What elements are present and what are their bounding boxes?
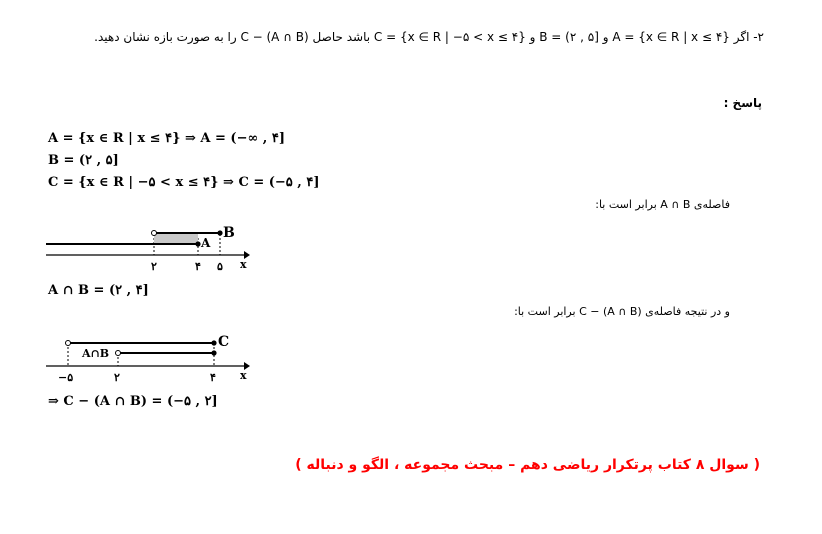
- axis-label-x: x: [240, 258, 247, 271]
- closed-endpoint-4: [195, 241, 200, 246]
- intersection-shade: [154, 234, 198, 244]
- closed-endpoint-4-bottom: [211, 350, 216, 355]
- difference-interval-caption: و در نتیجه فاصله‌ی (C − (A ∩ B برابر است با:: [514, 305, 730, 318]
- answer-label: پاسخ :: [723, 96, 762, 110]
- number-line-intersection: [44, 222, 254, 272]
- closed-endpoint-4-top: [211, 340, 216, 345]
- label-c: C: [218, 334, 230, 350]
- tick-5: ۵: [217, 260, 223, 272]
- tick-2: ۲: [114, 371, 120, 383]
- open-endpoint-2: [152, 231, 157, 236]
- source-note: ( سوال ۸ کتاب پرتکرار ریاضی دهم – مبحث مجموعه ، الگو و دنباله ): [295, 457, 760, 473]
- tick-2: ۲: [151, 260, 157, 272]
- tick-4: ۴: [195, 260, 201, 272]
- intersection-result: A ∩ B = (۲ , ۴]: [48, 283, 149, 298]
- open-endpoint-neg5: [66, 341, 71, 346]
- axis-label-x: x: [240, 369, 247, 382]
- label-b: B: [223, 225, 235, 241]
- closed-endpoint-5: [217, 230, 222, 235]
- definition-c: C = {x ∈ R | −۵ < x ≤ ۴} ⇒ C = (−۵ , ۴]: [48, 175, 320, 190]
- question-text: ۲- اگر {A = {x ∈ R | x ≤ ۴ و [۵ , ۲) = B و {C = {x ∈ R | −۵ < x ≤ ۴ باشد حاصل (C − (A ∩ B را به صورت بازه نشان دهید.: [94, 30, 764, 44]
- definition-b: B = (۲ , ۵]: [48, 153, 119, 168]
- label-a: A: [201, 236, 211, 250]
- label-intersection: A∩B: [82, 347, 110, 360]
- tick-neg5: −۵: [58, 371, 74, 383]
- definition-a: A = {x ∈ R | x ≤ ۴} ⇒ A = (−∞ , ۴]: [48, 131, 285, 146]
- intersection-interval-caption: فاصله‌ی A ∩ B برابر است با:: [595, 198, 730, 211]
- number-line-difference: [44, 333, 254, 383]
- open-endpoint-2: [116, 351, 121, 356]
- tick-4: ۴: [210, 371, 216, 383]
- final-result: ⇒ C − (A ∩ B) = (−۵ , ۲]: [48, 394, 218, 409]
